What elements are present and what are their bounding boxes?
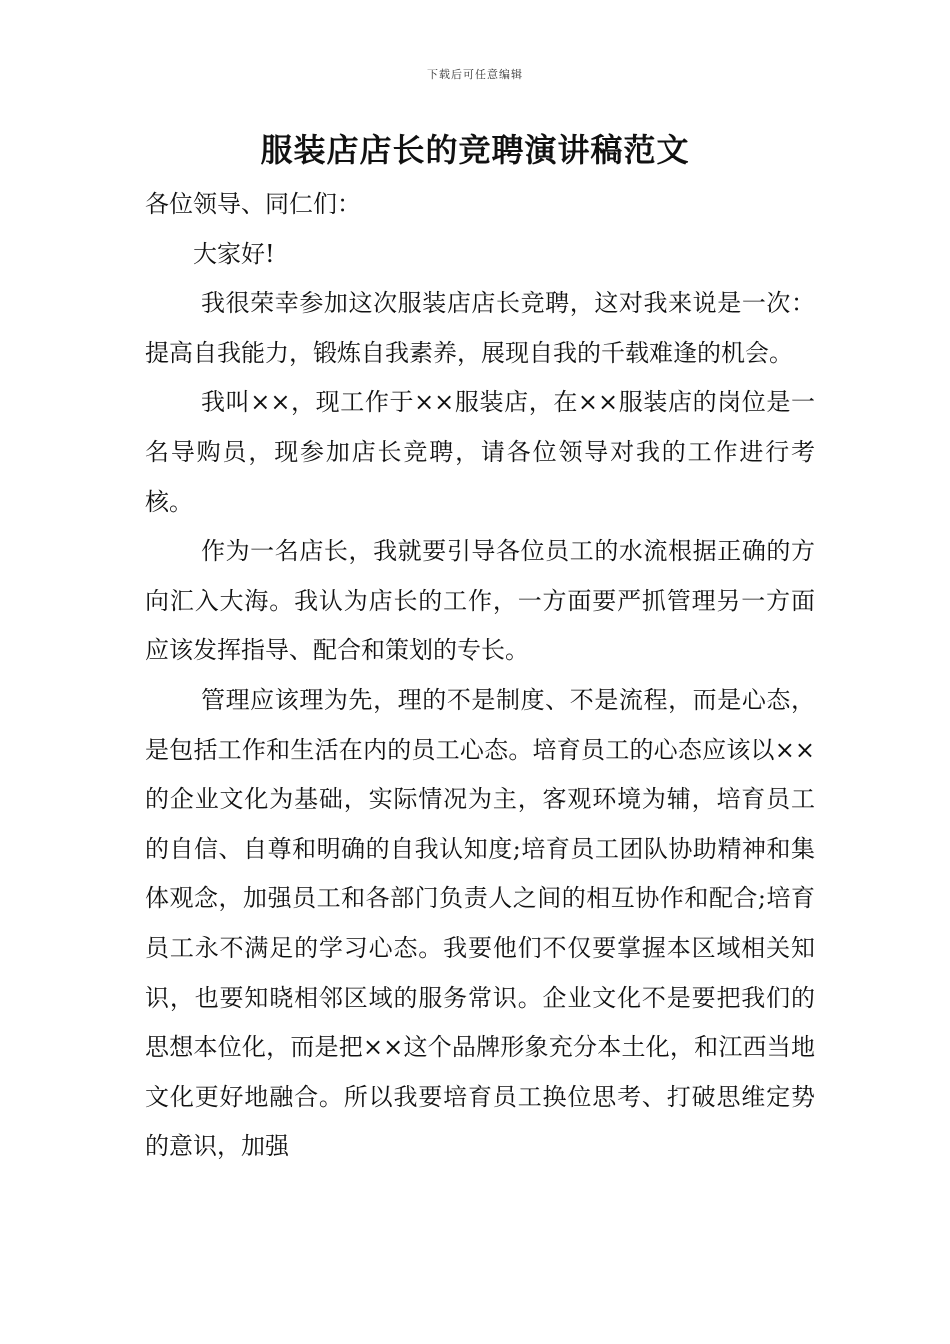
- document-title: 服装店店长的竞聘演讲稿范文: [260, 131, 690, 169]
- paragraph: 我很荣幸参加这次服装店店长竞聘，这对我来说是一次：提高自我能力，锻炼自我素养，展现自我的千载难逢的机会。: [145, 289, 815, 367]
- paragraph: 作为一名店长，我就要引导各位员工的水流根据正确的方向汇入大海。我认为店长的工作，一方面要严抓管理另一方面应该发挥指导、配合和策划的专长。: [145, 537, 815, 665]
- paragraph: 管理应该理为先，理的不是制度、不是流程，而是心态，是包括工作和生活在内的员工心态。培育员工的心态应该以××的企业文化为基础，实际情况为主，客观环境为辅，培育员工的自信、自尊和明确的自我认知度;培育员工团队协助精神和集体观念，加强员工和各部门负责人之间的相互协作和配合;培育员工永不满足的学习心态。我要他们不仅要掌握本区域相关知识，也要知晓相邻区域的服务常识。企业文化不是要把我们的思想本位化，而是把××这个品牌形象充分本土化，和江西当地文化更好地融合。所以我要培育员工换位思考、打破思维定势的意识，加强: [145, 685, 815, 1161]
- salutation: 各位领导、同仁们：: [145, 190, 361, 218]
- document-body: [145, 180, 815, 1172]
- header-note: 下载后可任意编辑: [427, 68, 523, 81]
- paragraph: 我叫××，现工作于××服装店，在××服装店的岗位是一名导购员，现参加店长竞聘，请各位领导对我的工作进行考核。: [145, 388, 815, 516]
- paragraph-greeting: 大家好!: [193, 239, 275, 268]
